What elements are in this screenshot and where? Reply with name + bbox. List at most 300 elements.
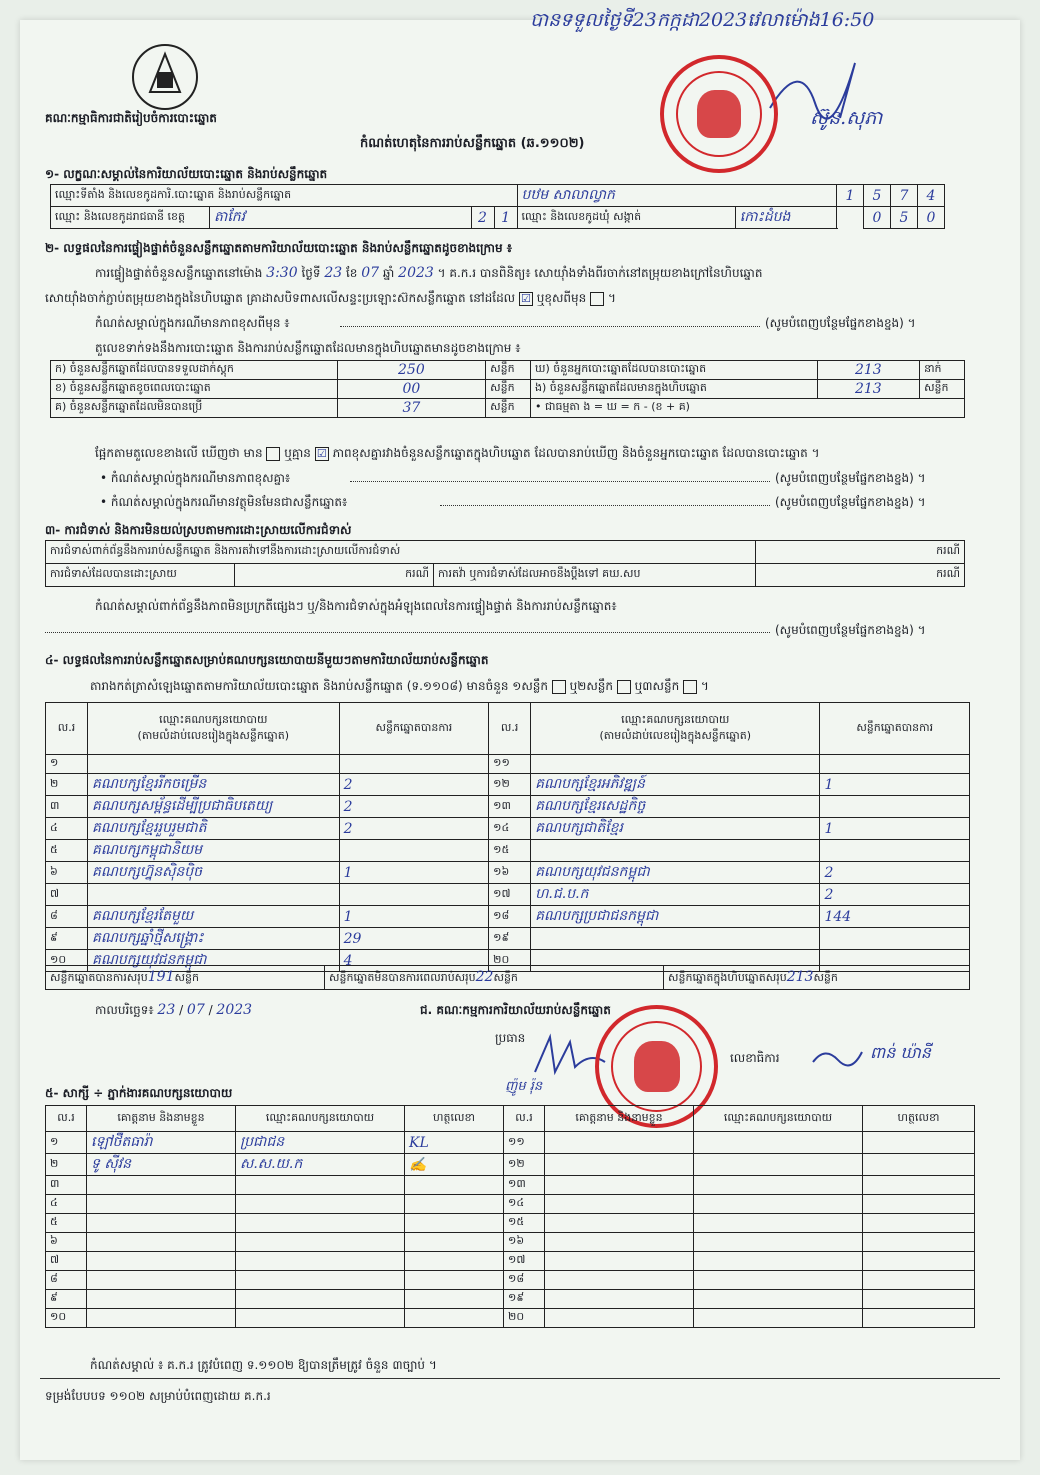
party-votes	[820, 840, 970, 862]
bullet2-line	[440, 505, 770, 506]
witness-party	[236, 1309, 405, 1328]
witness-party	[694, 1252, 863, 1271]
formula: • ជាធម្មតា ង = ឃ = ក - (ខ + គ)	[531, 399, 965, 418]
party-votes	[820, 796, 970, 818]
witness-name	[87, 1195, 236, 1214]
witness-no: ៩	[46, 1290, 87, 1309]
party-votes: 2	[339, 796, 489, 818]
party-name: គណបក្សខ្មែរសេដ្ឋកិច្ច	[531, 796, 820, 818]
w-h-name-right: គោត្តនាម និងនាមខ្លួន	[545, 1106, 694, 1132]
ka-value: 250	[337, 361, 485, 380]
witness-name	[545, 1233, 694, 1252]
total-invalid	[325, 966, 664, 990]
witness-body	[46, 1132, 975, 1328]
witness-party	[694, 1271, 863, 1290]
section5-title: ៥- សាក្សី ÷ ភ្នាក់ងារគណបក្សនយោបាយ	[45, 1086, 233, 1100]
ko-value: 37	[337, 399, 485, 418]
ng-label: ង) ចំនួនសន្លឹកឆ្នោតដែលមានក្នុងហិបឆ្នោត	[531, 380, 818, 399]
section4-title: ៤- លទ្ធផលនៃការរាប់សន្លឹកឆ្នោតសម្រាប់គណបក្សនយោបាយនីមួយៗតាមការិយាល័យរាប់សន្លឹកឆ្នោត	[45, 653, 489, 667]
witness-party	[694, 1154, 863, 1176]
witness-sign	[405, 1214, 504, 1233]
witness-no: ៥	[46, 1214, 87, 1233]
party-no: ៦	[46, 862, 88, 884]
party-name: គណបក្សសម្ព័ន្ធដើម្បីប្រជាធិបតេយ្យ	[87, 796, 339, 818]
no-discrepancy-checkbox[interactable]: ☑	[315, 447, 329, 461]
witness-sign	[863, 1214, 975, 1233]
witness-name	[545, 1309, 694, 1328]
total-valid-label: សន្លឹកឆ្នោតបានការសរុប	[50, 970, 148, 984]
party-votes	[820, 755, 970, 774]
witness-no: ១៧	[504, 1252, 545, 1271]
witness-party	[236, 1252, 405, 1271]
party-name	[87, 755, 339, 774]
party-name: គណបក្សខ្មែរអភិវឌ្ឍន៍	[531, 774, 820, 796]
party-name: គណបក្សខ្មែរតែមួយ	[87, 906, 339, 928]
witness-name	[545, 1176, 694, 1195]
witness-sign	[863, 1154, 975, 1176]
totals-table	[45, 965, 970, 990]
table-row	[46, 1176, 975, 1195]
three-sheet-checkbox[interactable]	[683, 680, 697, 694]
witness-party	[694, 1176, 863, 1195]
witness-no: ១០	[46, 1309, 87, 1328]
party-votes	[820, 928, 970, 950]
commune-label: ឈ្មោះ និងលេខកូដឃុំ សង្កាត់	[517, 207, 735, 229]
province-label: ឈ្មោះ និងលេខកូដរាជធានី ខេត្ត	[51, 207, 210, 229]
section5-note: កំណត់សម្គាល់ ៖ គ.ក.រ ត្រូវបំពេញ ទ.១១០២ ឱ្យបានត្រឹមត្រូវ ចំនួន ៣ច្បាប់ ។	[90, 1358, 437, 1372]
kha-label: ខ) ចំនួនសន្លឹកឆ្នោតខូចពេលបោះឆ្នោត	[51, 380, 338, 399]
party-votes: 4	[339, 950, 489, 972]
note1-label: កំណត់សម្គាល់ក្នុងករណីមានភាពខុសពីមុន ៖	[95, 316, 290, 330]
ko-label: គ) ចំនួនសន្លឹកឆ្នោតដែលមិនបានប្រើ	[51, 399, 338, 418]
bullet1: • កំណត់សម្គាល់ក្នុងករណីមានភាពខុសគ្នា៖	[100, 471, 291, 485]
office-value: បឋម សាលាល្វាក	[517, 185, 836, 207]
witness-name	[545, 1271, 694, 1290]
office-code-2: 5	[864, 185, 891, 207]
witness-sign	[405, 1233, 504, 1252]
witness-no: ១	[46, 1132, 87, 1154]
province-code-2: 1	[494, 207, 517, 229]
commune-value: កោះដំបង	[735, 207, 836, 229]
intro-a: តារាងកត់ត្រាសំឡេងឆ្នោតតាមការិយាល័យបោះឆ្នោត និងរាប់សន្លឹកឆ្នោត (ទ.១១០៨) មានចំនួន ១សន្លឹក	[90, 679, 548, 693]
witness-name	[87, 1176, 236, 1195]
party-votes: 29	[339, 928, 489, 950]
footer-text: ទម្រង់បែបបទ ១១០២ សម្រាប់បំពេញដោយ គ.ក.រ	[45, 1389, 271, 1403]
party-name: គណបក្សជាតិខ្មែរ	[531, 818, 820, 840]
two-sheet-checkbox[interactable]	[617, 680, 631, 694]
org-name: គណៈកម្មាធិការជាតិរៀបចំការបោះឆ្នោត	[45, 111, 217, 125]
note1-line	[340, 326, 760, 327]
party-name	[87, 884, 339, 906]
party-no: ៤	[46, 818, 88, 840]
table-row	[46, 1132, 975, 1154]
objection-row2a: ការជំទាស់ដែលបានដោះស្រាយ	[46, 564, 235, 587]
w-h-sign-left: ហត្ថលេខា	[405, 1106, 504, 1132]
total-valid-unit: សន្លឹក	[174, 970, 199, 984]
bullet2-end: (សូមបំពេញបន្ថែមផ្នែកខាងខ្នង) ។	[775, 495, 926, 509]
section3-title: ៣- ការជំទាស់ និងការមិនយល់ស្របតាមការដោះស្រាយលើការជំទាស់	[45, 523, 352, 537]
party-no: ១៣	[489, 796, 531, 818]
line3-a: ផ្អែកតាមតួលេខខាងលើ ឃើញថា មាន	[95, 446, 263, 460]
w-h-party-right: ឈ្មោះគណបក្សនយោបាយ	[694, 1106, 863, 1132]
witness-sign: KL	[405, 1132, 504, 1154]
chair-name: ញ៉ូម រ៉ុន	[505, 1079, 543, 1094]
party-no: ៣	[46, 796, 88, 818]
discrepancy-line	[95, 445, 820, 463]
party-no: ១៧	[489, 884, 531, 906]
table-row	[46, 1271, 975, 1290]
party-no: ១៩	[489, 928, 531, 950]
witness-name: ទូ ស៊ីវន	[87, 1154, 236, 1176]
witness-no: ១៤	[504, 1195, 545, 1214]
w-h-party-left: ឈ្មោះគណបក្សនយោបាយ	[236, 1106, 405, 1132]
seal-status-line	[45, 290, 616, 308]
witness-name	[545, 1195, 694, 1214]
line3-c: ភាពខុសគ្នារវាងចំនួនសន្លឹកឆ្នោតក្នុងហិបឆ្នោត ដែលបានរាប់ឃើញ និងចំនួនអ្នកបោះឆ្នោត ដែលបានបោះឆ្នោត ។	[332, 446, 820, 460]
witness-sign	[863, 1233, 975, 1252]
h-party-left	[87, 703, 339, 755]
figures-intro: តួលេខទាក់ទងនឹងការបោះឆ្នោត និងការរាប់សន្លឹកឆ្នោតដែលមានក្នុងហិបឆ្នោតមានដូចខាងក្រោម ៖	[95, 341, 521, 355]
commune-code-2: 5	[891, 207, 918, 229]
witness-party: ប្រជាជន	[236, 1132, 405, 1154]
objection-case3: ករណី	[756, 564, 965, 587]
line1-a: ការផ្ទៀងផ្ទាត់ចំនួនសន្លឹកឆ្នោតនៅម៉ោង	[95, 266, 263, 280]
objection-row2b: ការតវ៉ា ឬការជំទាស់ដែលអាចនឹងប្តឹងទៅ គឃ.សប	[434, 564, 756, 587]
intro-end: ។	[700, 679, 709, 693]
received-note: បានទទួលថ្ងៃទី23កក្កដា2023វេលាម៉ោង16:50	[530, 9, 875, 31]
date-month: 07	[186, 1002, 205, 1018]
witness-name	[545, 1132, 694, 1154]
line2-end: ។	[607, 291, 616, 305]
h-party-right-1: ឈ្មោះគណបក្សនយោបាយ	[621, 712, 730, 726]
party-no: ១៨	[489, 906, 531, 928]
party-votes: 144	[820, 906, 970, 928]
witness-name	[87, 1214, 236, 1233]
witness-sign	[405, 1252, 504, 1271]
table-row	[46, 774, 970, 796]
table-row	[46, 1214, 975, 1233]
total-valid-value: 191	[147, 968, 175, 985]
witness-party	[694, 1233, 863, 1252]
party-name: គណបក្សប្រជាជនកម្ពុជា	[531, 906, 820, 928]
doc-title: កំណត់ហេតុនៃការរាប់សន្លឹកឆ្នោត (ឆ.១១០២)	[360, 136, 585, 151]
total-box-value: 213	[786, 968, 814, 985]
w-h-sign-right: ហត្ថលេខា	[863, 1106, 975, 1132]
witness-party	[236, 1176, 405, 1195]
witness-sign	[863, 1132, 975, 1154]
same-checkbox[interactable]: ☑	[519, 292, 533, 306]
objection-case2: ករណី	[235, 564, 434, 587]
line1-d: ឆ្នាំ	[382, 266, 395, 280]
objection-row1: ការជំទាស់ពាក់ព័ន្ធនឹងការរាប់សន្លឹកឆ្នោត និងការតវ៉ាទៅនឹងការដោះស្រាយលើការជំទាស់	[46, 541, 756, 564]
witness-sign	[405, 1176, 504, 1195]
witness-no: ២០	[504, 1309, 545, 1328]
province-value: តាកែវ	[210, 207, 472, 229]
table-row	[46, 1195, 975, 1214]
party-votes: 1	[339, 906, 489, 928]
witness-sign	[863, 1176, 975, 1195]
section2-title: ២- លទ្ធផលនៃការផ្ទៀងផ្ទាត់ចំនួនសន្លឹកឆ្នោតតាមការិយាល័យបោះឆ្នោត និងរាប់សន្លឹកឆ្នោតដូចខាងក្រោម ៖	[45, 241, 513, 255]
date-day: 23	[157, 1002, 176, 1018]
date-line: កាលបរិច្ឆេទ៖ 23 / 07 / 2023	[95, 1002, 253, 1018]
witness-no: ៧	[46, 1252, 87, 1271]
h-party-left-2: (តាមលំដាប់លេខរៀងក្នុងសន្លឹកឆ្នោត)	[137, 728, 290, 742]
witness-no: ១៦	[504, 1233, 545, 1252]
party-no: ១	[46, 755, 88, 774]
party-votes	[339, 755, 489, 774]
h-party-left-1: ឈ្មោះគណបក្សនយោបាយ	[159, 712, 268, 726]
bullet2: • កំណត់សម្គាល់ក្នុងករណីមានវត្ថុមិនមែនជាសន្លឹកឆ្នោត៖	[100, 495, 348, 509]
ng-value: 213	[817, 380, 919, 399]
kha-value: 00	[337, 380, 485, 399]
table-row	[46, 818, 970, 840]
witness-name: ឡៅថឺតធារ៉ា	[87, 1132, 236, 1154]
section1-table	[50, 184, 945, 229]
table-row	[46, 840, 970, 862]
date-year: 2023	[216, 1002, 253, 1018]
total-invalid-label: សន្លឹកឆ្នោតមិនបានការពេលរាប់សរុប	[329, 970, 476, 984]
h-party-right-2: (តាមលំដាប់លេខរៀងក្នុងសន្លឹកឆ្នោត)	[599, 728, 752, 742]
party-votes: 1	[820, 774, 970, 796]
party-no: ១១	[489, 755, 531, 774]
witness-sign	[405, 1290, 504, 1309]
party-votes: 2	[339, 818, 489, 840]
results-table	[45, 702, 970, 972]
witness-sign	[863, 1271, 975, 1290]
party-no: ១២	[489, 774, 531, 796]
witness-no: ១៥	[504, 1214, 545, 1233]
kha-unit: សន្លឹក	[486, 380, 531, 399]
witness-name	[545, 1214, 694, 1233]
line1-c: ខែ	[345, 266, 358, 280]
party-name: គណបក្សយុវជនកម្ពុជា	[531, 862, 820, 884]
h-votes-right: សន្លឹកឆ្នោតបានការ	[820, 703, 970, 755]
table-row	[46, 1233, 975, 1252]
commune-code-1: 0	[864, 207, 891, 229]
section1-title: ១- លក្ខណៈសម្គាល់នៃការិយាល័យបោះឆ្នោត និងរាប់សន្លឹកឆ្នោត	[45, 167, 328, 181]
w-h-no-right: ល.រ	[504, 1106, 545, 1132]
party-name: គណបក្សខ្មែររីកចម្រើន	[87, 774, 339, 796]
official-seal-top	[660, 55, 778, 173]
table-row	[46, 1252, 975, 1271]
section3-note-line	[45, 632, 770, 633]
province-code-1: 2	[471, 207, 494, 229]
party-no: ៥	[46, 840, 88, 862]
verification-day: 23	[324, 265, 343, 281]
witness-party	[694, 1195, 863, 1214]
line2-b: ឬខុសពីមុន	[536, 291, 587, 305]
witness-no: ១៩	[504, 1290, 545, 1309]
party-no: ៨	[46, 906, 88, 928]
ko-unit: សន្លឹក	[486, 399, 531, 418]
total-box-label: សន្លឹកឆ្នោតក្នុងហិបឆ្នោតសរុប	[668, 970, 787, 984]
party-name: គណបក្សឆ្នាំថ្មីសង្គ្រោះ	[87, 928, 339, 950]
table-row	[46, 906, 970, 928]
witness-name	[87, 1252, 236, 1271]
bullet1-line	[350, 481, 770, 482]
witness-table	[45, 1105, 975, 1328]
line1-e: ។ គ.ក.រ បានពិនិត្យ៖ សោយ៉ាំងទាំងពីរចាក់នៅតម្រុយខាងក្រៅនៃហិបឆ្នោត	[437, 266, 763, 280]
has-discrepancy-checkbox[interactable]	[266, 447, 280, 461]
witness-party	[694, 1309, 863, 1328]
total-invalid-unit: សន្លឹក	[493, 970, 518, 984]
line2-a: សោយ៉ាំងចាក់ភ្ជាប់តម្រុយខាងក្នុងនៃហិបឆ្នោត គ្រាដាសបិទពាសលើសន្ទះប្រឡោះស៊កសន្លឹកឆ្នោត នៅដដែល	[45, 291, 516, 305]
witness-party	[236, 1195, 405, 1214]
total-box-unit: សន្លឹក	[813, 970, 838, 984]
witness-sign: ✍	[405, 1154, 504, 1176]
office-code-1: 1	[837, 185, 864, 207]
results-body	[46, 755, 970, 972]
form-page	[20, 9, 1020, 1460]
figures-table	[50, 360, 965, 418]
one-sheet-checkbox[interactable]	[552, 680, 566, 694]
table-row	[46, 928, 970, 950]
line3-b: ឬគ្មាន	[284, 446, 311, 460]
party-votes: 2	[820, 862, 970, 884]
secretary-signature	[810, 1044, 865, 1069]
office-code-3: 7	[891, 185, 918, 207]
witness-name	[545, 1290, 694, 1309]
emblem-logo	[130, 42, 200, 112]
note1-end: (សូមបំពេញបន្ថែមផ្នែកខាងខ្នង) ។	[765, 316, 916, 330]
witness-name	[87, 1309, 236, 1328]
party-no: ២	[46, 774, 88, 796]
witness-name	[545, 1154, 694, 1176]
party-no: ១៦	[489, 862, 531, 884]
ka-label: ក) ចំនួនសន្លឹកឆ្នោតដែលបានទទួលដាក់ស្តុក	[51, 361, 338, 380]
section3-note: កំណត់សម្គាល់ពាក់ព័ន្ធនឹងភាពមិនប្រក្រតីផ្សេងៗ ឬ/និងការជំទាស់ក្នុងអំឡុងពេលនៃការផ្ទៀងផ្ទាត់ និងការរាប់សន្លឹកឆ្នោត៖	[95, 599, 617, 613]
table-row	[46, 1290, 975, 1309]
witness-name	[87, 1271, 236, 1290]
party-no: ១០	[46, 950, 88, 972]
witness-party	[236, 1233, 405, 1252]
party-no: ១៤	[489, 818, 531, 840]
secretary-label: លេខាធិការ	[730, 1051, 780, 1065]
section3-table	[45, 540, 965, 587]
office-label: ឈ្មោះទីតាំង និងលេខកូដការិ.បោះឆ្នោត និងរាប់សន្លឹកឆ្នោត	[51, 185, 518, 207]
witness-party	[236, 1214, 405, 1233]
witness-party: ស.ស.យ.ក	[236, 1154, 405, 1176]
verification-year: 2023	[398, 265, 434, 281]
secretary-name: ពាន់ ឃ៉ានី	[870, 1043, 931, 1062]
witness-no: ២	[46, 1154, 87, 1176]
witness-no: ៣	[46, 1176, 87, 1195]
party-no: ១៥	[489, 840, 531, 862]
party-votes	[339, 840, 489, 862]
party-name: គណបក្សហ្វ៊ុនស៊ិនប៉ិច	[87, 862, 339, 884]
party-name: គណបក្សខ្មែររួបរួមជាតិ	[87, 818, 339, 840]
total-valid	[46, 966, 325, 990]
party-votes: 2	[820, 884, 970, 906]
intro-b: ឬ២សន្លឹក	[569, 679, 614, 693]
h-votes-left: សន្លឹកឆ្នោតបានការ	[339, 703, 489, 755]
h-no-left: ល.រ	[46, 703, 88, 755]
witness-no: ៦	[46, 1233, 87, 1252]
date-label: កាលបរិច្ឆេទ៖	[95, 1003, 154, 1017]
party-name	[531, 755, 820, 774]
received-signature	[760, 48, 880, 128]
section3-note-end: (សូមបំពេញបន្ថែមផ្នែកខាងខ្នង) ។	[775, 623, 926, 637]
witness-party	[236, 1271, 405, 1290]
line1-b: ថ្ងៃទី	[301, 266, 321, 280]
verification-month: 07	[361, 265, 380, 281]
party-no: ៩	[46, 928, 88, 950]
witness-sign	[863, 1195, 975, 1214]
different-checkbox[interactable]	[590, 292, 604, 306]
kho-unit: នាក់	[920, 361, 965, 380]
received-signer: ស៊ូន.សុភា	[810, 107, 883, 129]
witness-party	[694, 1132, 863, 1154]
party-votes: 2	[339, 774, 489, 796]
commune-code-3: 0	[918, 207, 945, 229]
party-name	[531, 840, 820, 862]
witness-party	[694, 1214, 863, 1233]
witness-sign	[863, 1290, 975, 1309]
objection-case1: ករណី	[756, 541, 965, 564]
witness-party	[236, 1290, 405, 1309]
intro-c: ឬ៣សន្លឹក	[634, 679, 680, 693]
witness-sign	[863, 1252, 975, 1271]
party-name: គណបក្សកម្ពុជានិយម	[87, 840, 339, 862]
ka-unit: សន្លឹក	[486, 361, 531, 380]
h-party-right	[531, 703, 820, 755]
witness-name	[87, 1290, 236, 1309]
party-name	[531, 928, 820, 950]
kho-value: 213	[817, 361, 919, 380]
total-invalid-value: 22	[475, 968, 494, 985]
party-votes	[339, 884, 489, 906]
witness-no: ១៣	[504, 1176, 545, 1195]
table-row	[46, 884, 970, 906]
ng-unit: សន្លឹក	[920, 380, 965, 399]
footer-divider	[40, 1378, 1000, 1379]
verification-line	[95, 265, 762, 283]
tally-sheet-line	[90, 678, 709, 696]
verification-time: 3:30	[266, 265, 298, 281]
party-no: ៧	[46, 884, 88, 906]
table-row	[46, 1309, 975, 1328]
bullet1-end: (សូមបំពេញបន្ថែមផ្នែកខាងខ្នង) ។	[775, 471, 926, 485]
office-code-4: 4	[918, 185, 945, 207]
w-h-no-left: ល.រ	[46, 1106, 87, 1132]
witness-name	[545, 1252, 694, 1271]
chair-label: ប្រធាន	[495, 1031, 526, 1045]
witness-sign	[863, 1309, 975, 1328]
h-no-right: ល.រ	[489, 703, 531, 755]
witness-no: ១១	[504, 1132, 545, 1154]
table-row	[46, 755, 970, 774]
witness-no: ១២	[504, 1154, 545, 1176]
witness-name	[87, 1233, 236, 1252]
party-no: ២០	[489, 950, 531, 972]
total-box	[664, 966, 970, 990]
w-h-name-left: គោត្តនាម និងនាមខ្លួន	[87, 1106, 236, 1132]
witness-no: ៤	[46, 1195, 87, 1214]
table-row	[46, 796, 970, 818]
party-name: ហ.ជ.ប.ក	[531, 884, 820, 906]
committee-label: ជ. គណៈកម្មការការិយាល័យរាប់សន្លឹកឆ្នោត	[420, 1003, 611, 1017]
witness-no: ១៨	[504, 1271, 545, 1290]
table-row	[46, 862, 970, 884]
witness-sign	[405, 1271, 504, 1290]
witness-sign	[405, 1309, 504, 1328]
table-row	[46, 1154, 975, 1176]
party-votes: 1	[820, 818, 970, 840]
party-votes: 1	[339, 862, 489, 884]
kho-label: ឃ) ចំនួនអ្នកបោះឆ្នោតដែលបានបោះឆ្នោត	[531, 361, 818, 380]
witness-party	[694, 1290, 863, 1309]
party-name: គណបក្សយុវជនកម្ពុជា	[87, 950, 339, 972]
